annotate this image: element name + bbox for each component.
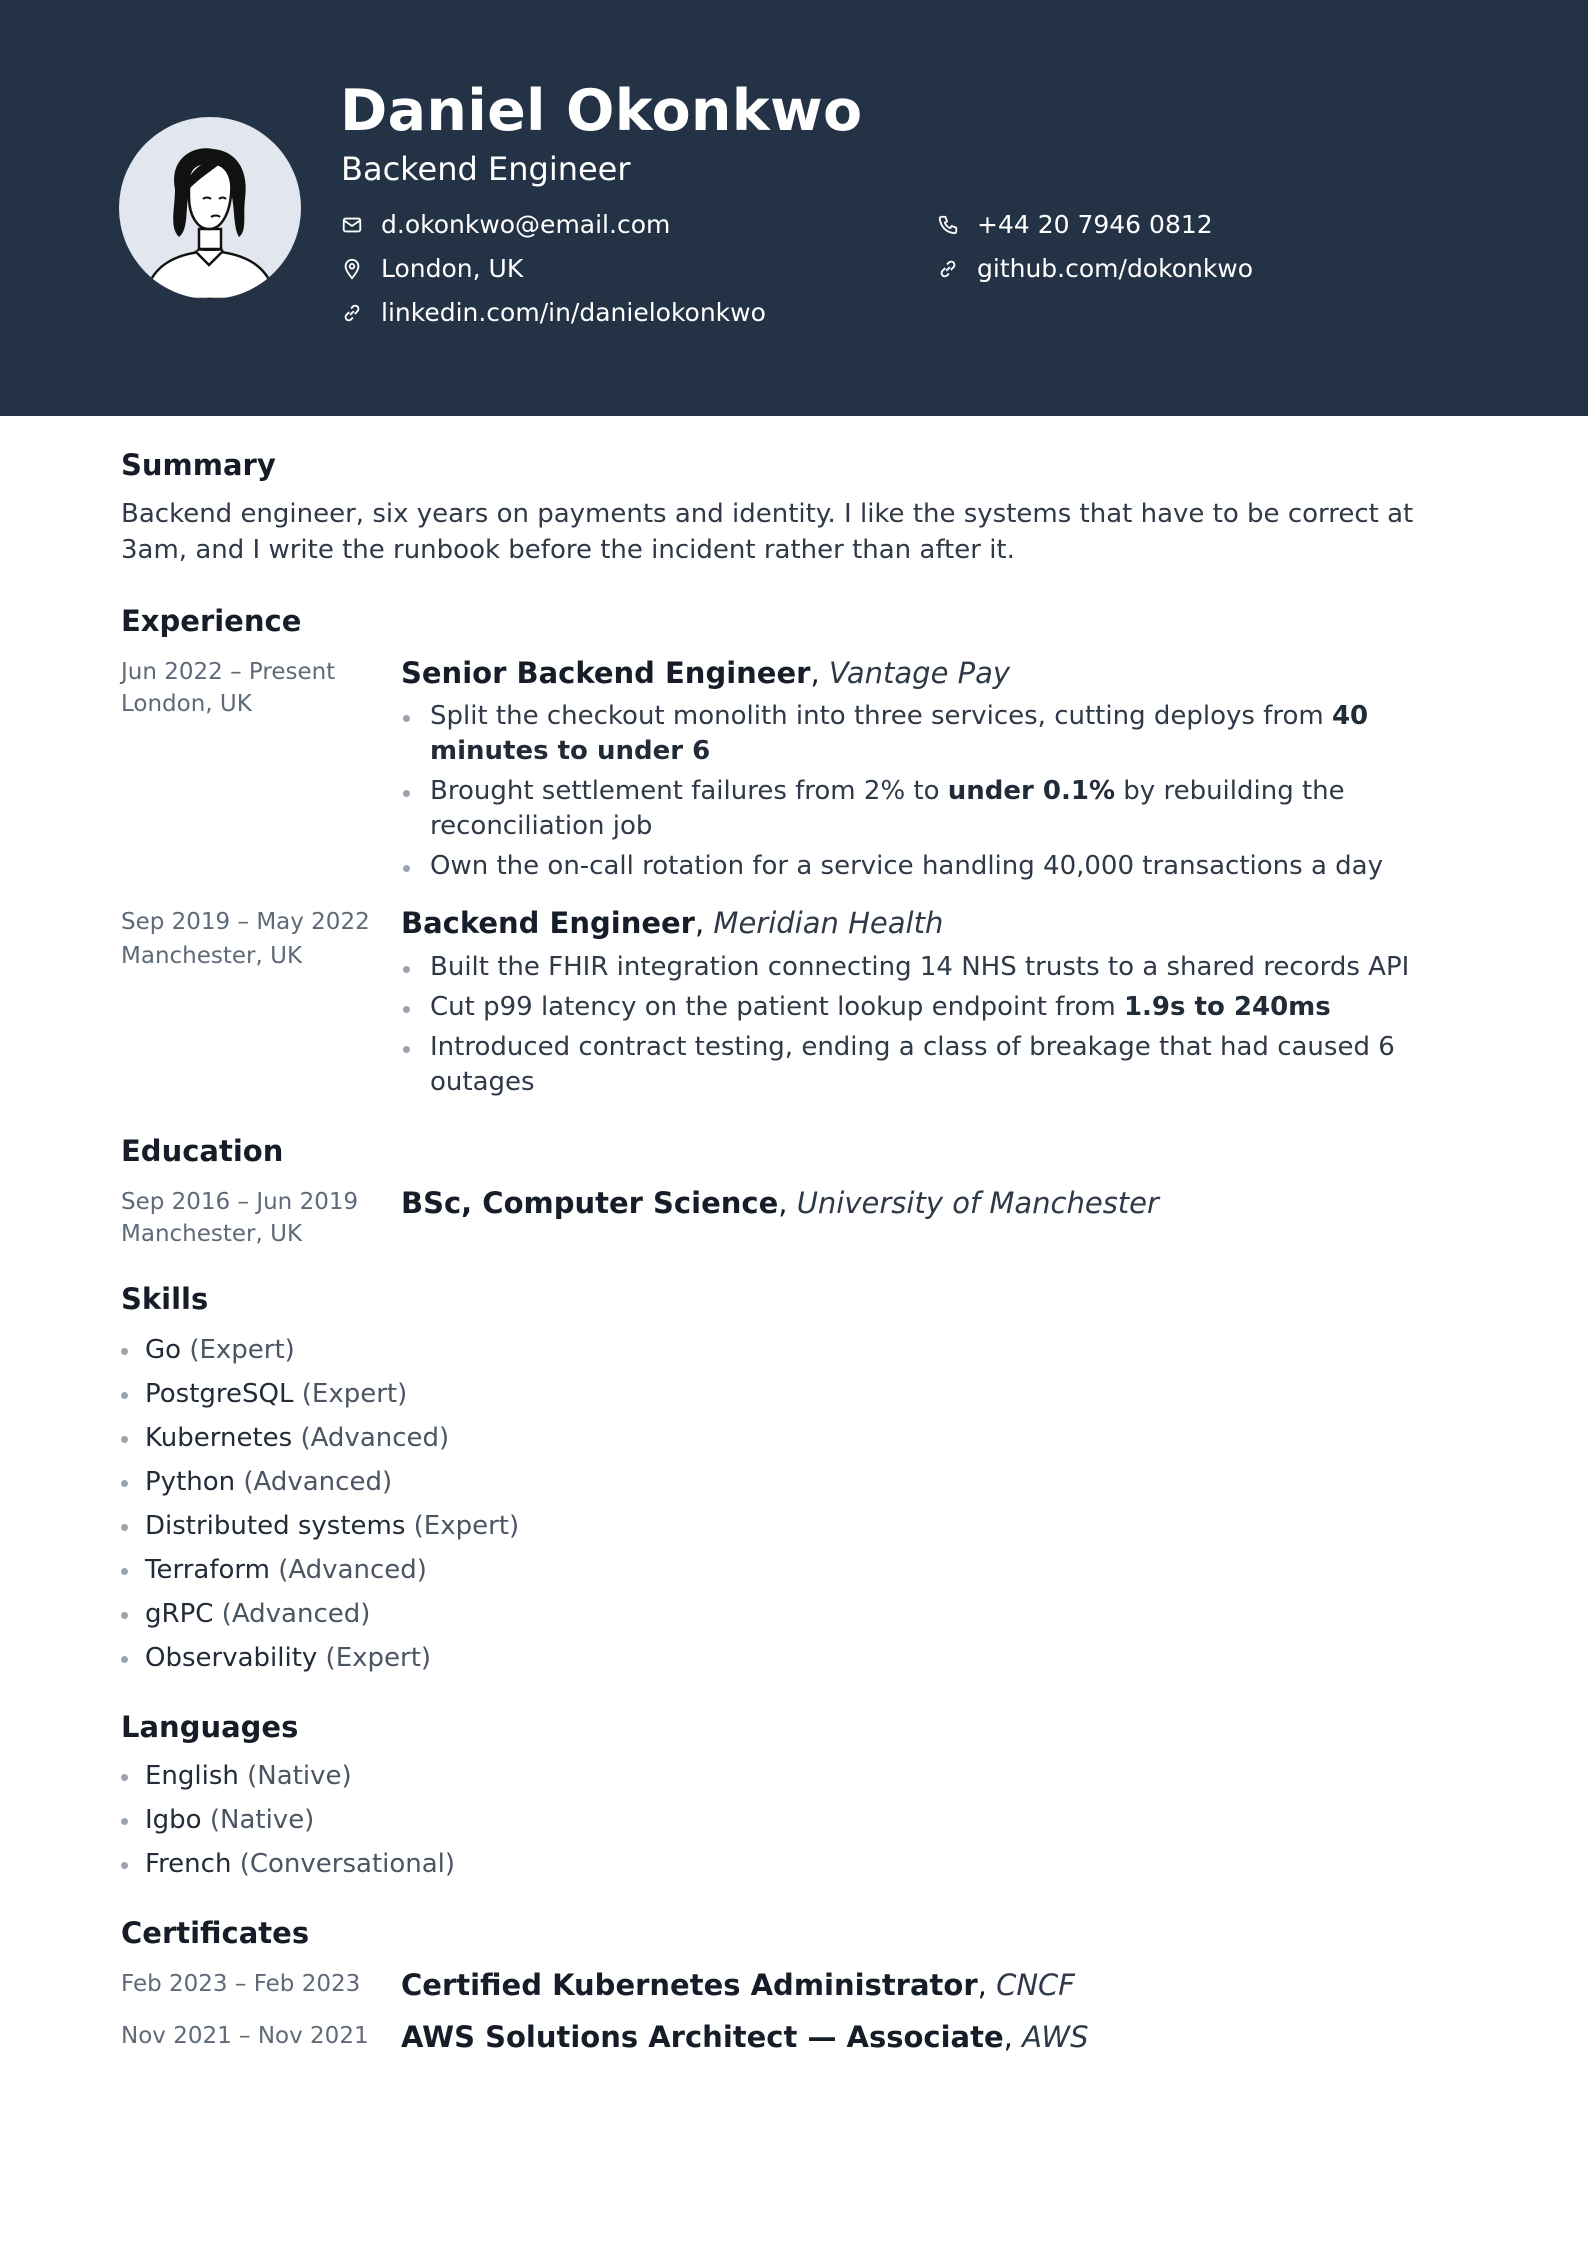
candidate-name: Daniel Okonkwo [340, 78, 863, 144]
language-item: English (Native) [121, 1754, 455, 1798]
certificate-name: Certified Kubernetes Administrator [401, 1968, 978, 2002]
skills-list [121, 1328, 519, 1680]
education-school: University of Manchester [796, 1186, 1159, 1220]
education-title: BSc, Computer Science, University of Manchester [401, 1186, 1159, 1220]
job-achievements [401, 950, 1461, 1105]
skill-item: Python (Advanced) [121, 1460, 519, 1504]
language-item: Igbo (Native) [121, 1798, 455, 1842]
job-title: Backend Engineer, Meridian Health [401, 906, 944, 940]
languages-heading: Languages [121, 1710, 299, 1744]
language-item: French (Conversational) [121, 1842, 455, 1886]
job-location: London, UK [121, 691, 252, 717]
skill-item: Go (Expert) [121, 1328, 519, 1372]
skill-item: PostgreSQL (Expert) [121, 1372, 519, 1416]
certificate-dates: Nov 2021 – Nov 2021 [121, 2023, 369, 2049]
languages-list [121, 1754, 455, 1886]
education-dates: Sep 2016 – Jun 2019 [121, 1189, 359, 1215]
job-company: Vantage Pay [828, 656, 1011, 690]
skill-item: Observability (Expert) [121, 1636, 519, 1680]
skill-item: gRPC (Advanced) [121, 1592, 519, 1636]
contact-location [341, 254, 523, 283]
contact-phone[interactable] [937, 210, 1213, 239]
job-dates: Sep 2019 – May 2022 [121, 909, 370, 935]
job-position: Backend Engineer [401, 906, 695, 940]
job-title: Senior Backend Engineer, Vantage Pay [401, 656, 1011, 690]
achievement-item: Brought settlement failures from 2% to under 0.1% by rebuilding the reconciliation job [401, 774, 1461, 844]
skill-item: Terraform (Advanced) [121, 1548, 519, 1592]
avatar [119, 117, 301, 299]
certificate-dates: Feb 2023 – Feb 2023 [121, 1971, 361, 1997]
certificates-heading: Certificates [121, 1916, 310, 1950]
certificate-name: AWS Solutions Architect — Associate [401, 2020, 1004, 2054]
certificate-issuer: AWS [1022, 2020, 1089, 2054]
contact-linkedin[interactable] [341, 298, 766, 327]
job-position: Senior Backend Engineer [401, 656, 811, 690]
achievement-item: Introduced contract testing, ending a class of breakage that had caused 6 outages [401, 1030, 1461, 1100]
job-achievements [401, 699, 1461, 889]
phone-icon [937, 214, 959, 236]
link-icon [937, 258, 959, 280]
contact-phone-text: +44 20 7946 0812 [977, 210, 1213, 239]
education-degree: BSc, Computer Science [401, 1186, 779, 1220]
achievement-item: Split the checkout monolith into three services, cutting deploys from 40 minutes to under 6 [401, 699, 1461, 769]
skill-item: Distributed systems (Expert) [121, 1504, 519, 1548]
contact-github-text: github.com/dokonkwo [977, 254, 1254, 283]
education-heading: Education [121, 1134, 284, 1168]
summary-heading: Summary [121, 448, 276, 482]
job-company: Meridian Health [713, 906, 944, 940]
job-location: Manchester, UK [121, 943, 303, 969]
education-location: Manchester, UK [121, 1221, 303, 1247]
mail-icon [341, 214, 363, 236]
header-banner [0, 0, 1588, 416]
job-dates: Jun 2022 – Present [121, 659, 336, 685]
location-pin-icon [341, 258, 363, 280]
contact-email[interactable] [341, 210, 670, 239]
contact-linkedin-text: linkedin.com/in/danielokonkwo [381, 298, 766, 327]
certificate-title: Certified Kubernetes Administrator, CNCF [401, 1968, 1075, 2002]
skills-heading: Skills [121, 1282, 209, 1316]
contact-email-text: d.okonkwo@email.com [381, 210, 671, 239]
experience-heading: Experience [121, 604, 302, 638]
achievement-item: Cut p99 latency on the patient lookup endpoint from 1.9s to 240ms [401, 990, 1461, 1025]
avatar-illustration [119, 117, 301, 299]
achievement-item: Own the on-call rotation for a service handling 40,000 transactions a day [401, 849, 1461, 884]
skill-item: Kubernetes (Advanced) [121, 1416, 519, 1460]
candidate-role: Backend Engineer [341, 150, 631, 188]
link-icon [341, 302, 363, 324]
summary-text: Backend engineer, six years on payments and identity. I like the systems that have to be correct at 3am, and I write the runbook before the incident rather than after it. [121, 499, 1414, 565]
certificate-title: AWS Solutions Architect — Associate, AWS [401, 2020, 1089, 2054]
achievement-item: Built the FHIR integration connecting 14 NHS trusts to a shared records API [401, 950, 1461, 985]
contact-location-text: London, UK [381, 254, 524, 283]
certificate-issuer: CNCF [996, 1968, 1075, 2002]
contact-github[interactable] [937, 254, 1253, 283]
